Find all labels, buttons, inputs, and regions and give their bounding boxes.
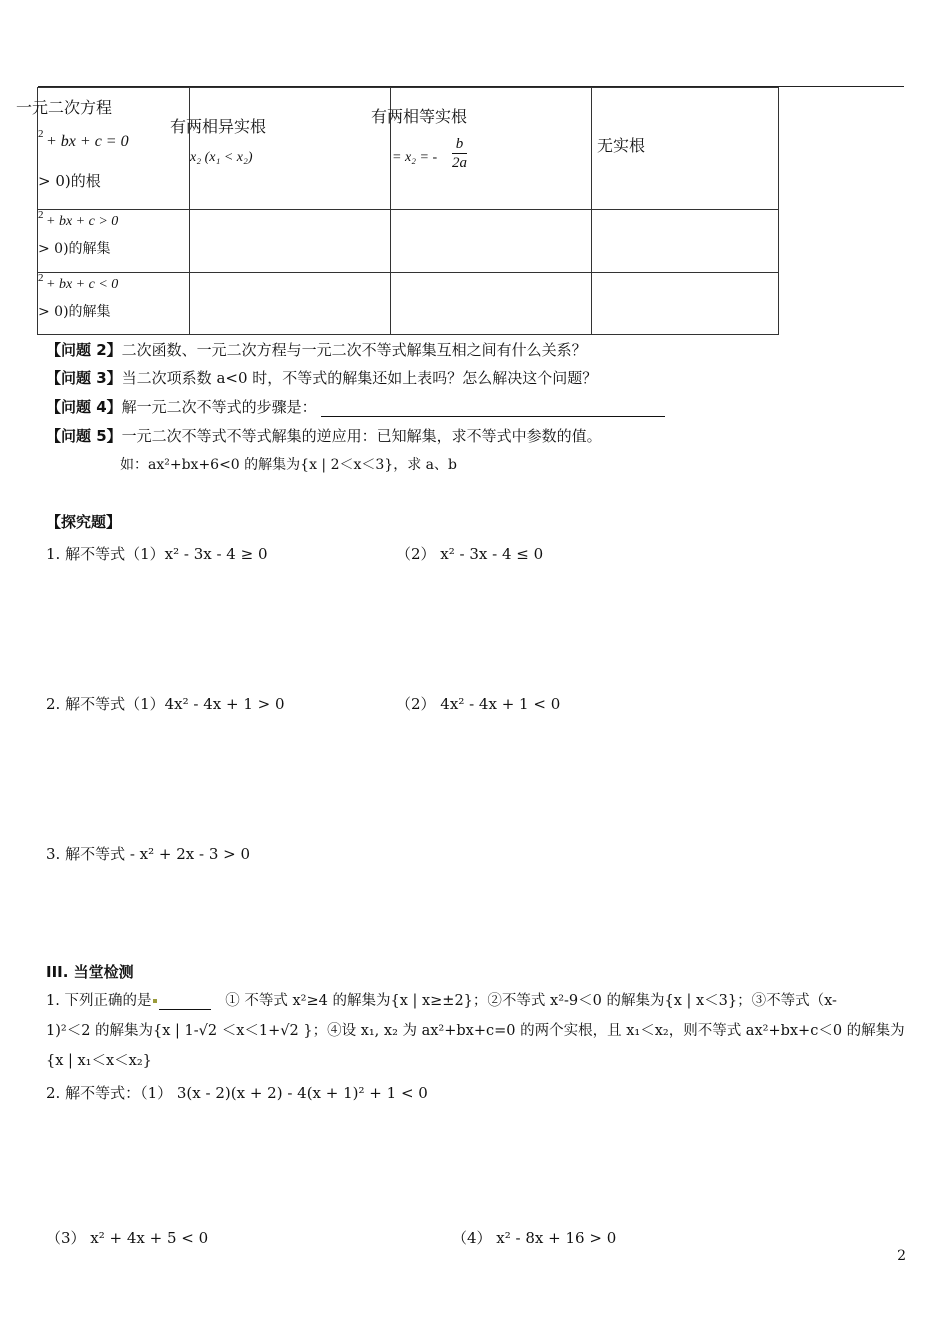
example-line: 如：ax²+bx+6<0 的解集为{x | 2＜x＜3}，求 a、b bbox=[120, 457, 457, 473]
table-cell-distinct-roots bbox=[190, 88, 391, 210]
explore-heading: 【探究题】 bbox=[46, 513, 122, 531]
lt-solution-set-label: > 0)的解集 bbox=[38, 304, 111, 320]
check-item-3: （3） x² + 4x + 5 < 0 bbox=[46, 1229, 209, 1247]
explore-problem-2-right: （2） 4x² - 4x + 1 < 0 bbox=[396, 695, 561, 713]
check-item-1-line-1: 1. 下列正确的是 ① 不等式 x²≥4 的解集为{x | x≥±2}；②不等式 x²-9＜0 的解集为{x | x＜3}；③不等式（x- bbox=[46, 993, 837, 1009]
question-4: 【问题 4】解一元二次不等式的步骤是： bbox=[46, 396, 665, 417]
explore-problem-2-left: 2. 解不等式（1）4x² - 4x + 1 > 0 bbox=[46, 695, 285, 713]
check-item-2: 2. 解不等式：（1） 3(x - 2)(x + 2) - 4(x + 1)² + 1 < 0 bbox=[46, 1084, 428, 1102]
table-header-equal: 有两相等实根 bbox=[371, 107, 468, 126]
question-3: 【问题 3】当二次项系数 a<0 时，不等式的解集还如上表吗？怎么解决这个问题？ bbox=[46, 369, 598, 387]
check-item-1-line-2: 1)²＜2 的解集为{x | 1-√2 ＜x＜1+√2 }；④设 x₁, x₂ 为 ax²+bx+c=0 的两个实根，且 x₁＜x₂，则不等式 ax²+bx+c＜0 的解集为 bbox=[46, 1023, 905, 1039]
check-item-4: （4） x² - 8x + 16 > 0 bbox=[452, 1229, 617, 1247]
table-header-none: 无实根 bbox=[597, 136, 646, 155]
distinct-roots-formula: x₂ (x₁ < x₂) bbox=[190, 150, 253, 165]
equal-roots-formula: = x₂ = - bbox=[392, 150, 438, 165]
superscript-mark: 2 bbox=[38, 128, 44, 140]
question-2: 【问题 2】二次函数、一元二次方程与一元二次不等式解集互相之间有什么关系？ bbox=[46, 341, 587, 359]
table-header-distinct: 有两相异实根 bbox=[170, 117, 267, 136]
answer-blank-item-1[interactable] bbox=[159, 996, 211, 1010]
question-5: 【问题 5】一元二次不等式不等式解集的逆应用：已知解集，求不等式中参数的值。 bbox=[46, 427, 602, 445]
equation-line: + bx + c = 0 bbox=[46, 133, 129, 150]
table-header-equation: 一元二次方程 bbox=[16, 98, 113, 117]
gt-solution-set-label: > 0)的解集 bbox=[38, 241, 111, 257]
explore-problem-3: 3. 解不等式 - x² + 2x - 3 > 0 bbox=[46, 845, 251, 863]
lt-inequality: + bx + c < 0 bbox=[46, 277, 119, 292]
check-heading: III. 当堂检测 bbox=[46, 963, 134, 981]
equation-condition: > 0)的根 bbox=[38, 172, 101, 190]
check-item-1-line-3: {x | x₁＜x＜x₂} bbox=[46, 1053, 152, 1069]
gt-inequality: + bx + c > 0 bbox=[46, 214, 119, 229]
equal-roots-fraction: $\frac{b}{2a}$ bbox=[452, 136, 467, 171]
explore-problem-1-left: 1. 解不等式（1）x² - 3x - 4 ≥ 0 bbox=[46, 545, 268, 563]
page-number: 2 bbox=[897, 1248, 906, 1264]
explore-problem-1-right: （2） x² - 3x - 4 ≤ 0 bbox=[396, 545, 544, 563]
answer-blank[interactable] bbox=[321, 402, 665, 417]
